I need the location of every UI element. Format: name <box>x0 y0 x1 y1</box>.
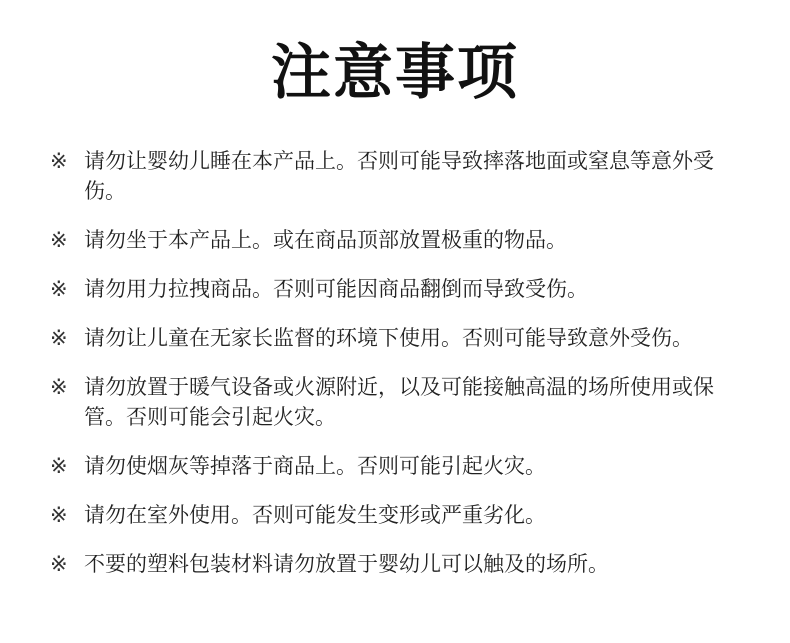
caution-item <box>50 146 740 206</box>
caution-text: 不要的塑料包装材料请勿放置于婴幼儿可以触及的场所。 <box>84 552 609 576</box>
caution-text: 请勿让儿童在无家长监督的环境下使用。否则可能导致意外受伤。 <box>84 326 693 350</box>
reference-mark-icon: ※ <box>50 552 68 576</box>
caution-text: 请勿在室外使用。否则可能发生变形或严重劣化。 <box>84 503 546 527</box>
caution-item <box>50 500 740 530</box>
caution-list <box>50 146 740 579</box>
caution-item <box>50 372 740 432</box>
caution-text: 请勿用力拉拽商品。否则可能因商品翻倒而导致受伤。 <box>84 277 588 301</box>
caution-item <box>50 225 740 255</box>
reference-mark-icon: ※ <box>50 454 68 478</box>
reference-mark-icon: ※ <box>50 503 68 527</box>
caution-text: 请勿放置于暖气设备或火源附近，以及可能接触高温的场所使用或保管。否则可能会引起火灾。 <box>84 375 714 429</box>
reference-mark-icon: ※ <box>50 375 68 399</box>
caution-item <box>50 323 740 353</box>
caution-item <box>50 451 740 481</box>
caution-item <box>50 549 740 579</box>
reference-mark-icon: ※ <box>50 277 68 301</box>
reference-mark-icon: ※ <box>50 326 68 350</box>
caution-text: 请勿坐于本产品上。或在商品顶部放置极重的物品。 <box>84 228 567 252</box>
reference-mark-icon: ※ <box>50 228 68 252</box>
page-title: 注意事项 <box>271 38 519 108</box>
caution-item <box>50 274 740 304</box>
caution-text: 请勿让婴幼儿睡在本产品上。否则可能导致摔落地面或窒息等意外受伤。 <box>84 149 714 203</box>
reference-mark-icon: ※ <box>50 149 68 173</box>
caution-text: 请勿使烟灰等掉落于商品上。否则可能引起火灾。 <box>84 454 546 478</box>
